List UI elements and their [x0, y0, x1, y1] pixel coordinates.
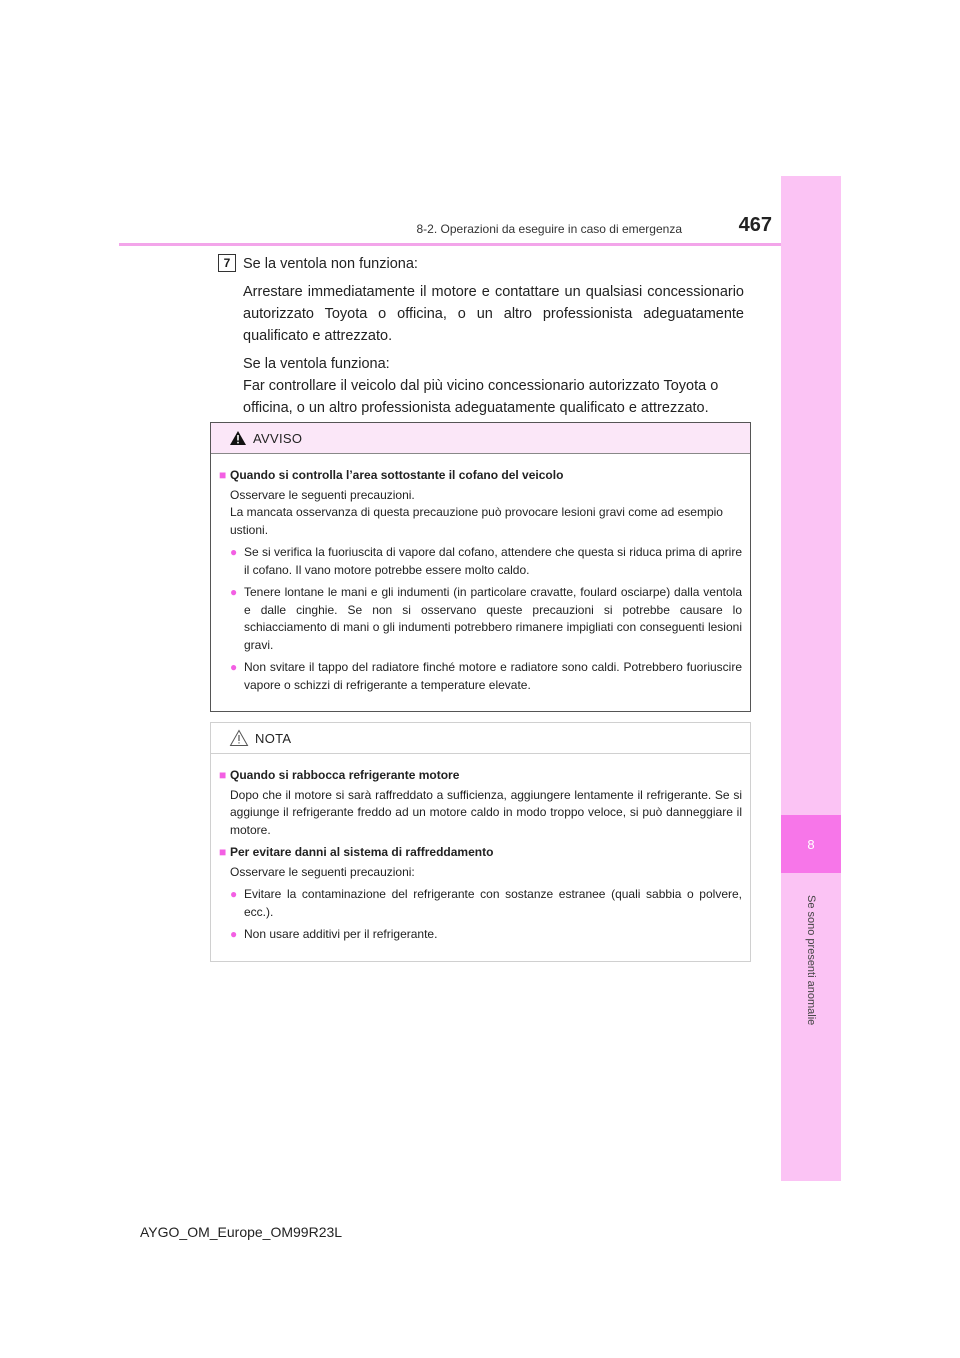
chapter-label-text: Se sono presenti anomalie	[805, 894, 817, 1026]
warning-triangle-icon	[229, 430, 247, 446]
note-bullet	[230, 886, 742, 921]
note-section-2	[219, 844, 742, 862]
note-header	[211, 723, 750, 754]
caution-outline-icon	[229, 729, 249, 747]
step-instruction-1: Arrestare immediatamente il motore e contattare un qualsiasi concessionario autorizzato Toyota o officina, o un altro professionista adeguatamente qualificato e attrezzato.	[243, 284, 744, 344]
note-box	[210, 722, 751, 962]
step-body	[243, 253, 744, 425]
note-bullet-text: Non usare additivi per il refrigerante.	[244, 927, 438, 941]
section-title: 8-2. Operazioni da eseguire in caso di emergenza	[416, 222, 682, 236]
warning-bullet-text: Non svitare il tappo del radiatore finché motore e radiatore sono caldi. Potrebbero fuoriuscire vapore o schizzi di refrigerante a temperature elevate.	[244, 660, 742, 692]
circle-bullet-icon: ●	[230, 545, 238, 559]
note-section-2-intro: Osservare le seguenti precauzioni:	[230, 864, 415, 879]
note-body	[211, 754, 750, 944]
note-section-2-title: Per evitare danni al sistema di raffreddamento	[230, 845, 494, 859]
warning-box	[210, 422, 751, 712]
warning-bullet-text: Tenere lontane le mani e gli indumenti (in particolare cravatte, foulard osciarpe) dalla ventola e dalle cinghie. Se non si osservano queste precauzioni si potrebbe causare lo schiacciamento di mani o gli indumenti potrebbero rimanere impigliati con conseguenti lesioni gravi.	[244, 585, 742, 652]
note-bullet	[230, 926, 742, 944]
square-bullet-icon: ■	[219, 845, 227, 859]
note-section-1-title: Quando si rabbocca refrigerante motore	[230, 768, 460, 782]
warning-intro: Osservare le seguenti precauzioni.	[230, 487, 415, 502]
warning-title: AVVISO	[253, 430, 303, 446]
warning-section-title: Quando si controlla l’area sottostante il cofano del veicolo	[230, 468, 564, 482]
warning-intro-2: La mancata osservanza di questa precauzione può provocare lesioni gravi come ad esempio ustioni.	[230, 505, 723, 537]
chapter-number-tab[interactable]: 8	[781, 815, 841, 873]
warning-bullet	[230, 544, 742, 579]
circle-bullet-icon: ●	[230, 927, 238, 941]
step-instruction-2: Far controllare il veicolo dal più vicino concessionario autorizzato Toyota o officina, o un altro professionista adeguatamente qualificato e attrezzato.	[243, 378, 719, 416]
circle-bullet-icon: ●	[230, 887, 238, 901]
warning-bullet	[230, 584, 742, 654]
step-condition-1: Se la ventola non funziona:	[243, 256, 418, 272]
warning-body	[211, 454, 750, 694]
warning-section	[219, 467, 742, 485]
note-section-1-text: Dopo che il motore si sarà raffreddato a sufficienza, aggiungere lentamente il refrigerante. Se si aggiunge il refrigerante freddo ad un motore caldo in modo troppo veloce, si può danneggiare il motore.	[230, 787, 742, 837]
circle-bullet-icon: ●	[230, 660, 238, 674]
document-code: AYGO_OM_Europe_OM99R23L	[140, 1224, 343, 1240]
warning-bullet-text: Se si verifica la fuoriuscita di vapore dal cofano, attendere che questa si riduca prima di aprire il cofano. Il vano motore potrebbe essere molto caldo.	[244, 545, 742, 577]
warning-bullet	[230, 659, 742, 694]
header-rule	[119, 243, 781, 246]
chapter-label	[794, 880, 828, 1040]
step-number-badge: 7	[218, 254, 236, 272]
step-condition-2: Se la ventola funziona:	[243, 356, 390, 372]
circle-bullet-icon: ●	[230, 585, 238, 599]
note-section-1	[219, 767, 742, 785]
note-title: NOTA	[255, 730, 292, 746]
square-bullet-icon: ■	[219, 468, 227, 482]
square-bullet-icon: ■	[219, 768, 227, 782]
note-bullet-text: Evitare la contaminazione del refrigerante con sostanze estranee (quali sabbia o polvere, ecc.).	[244, 887, 742, 919]
warning-header	[211, 423, 750, 454]
page-number: 467	[738, 214, 772, 236]
